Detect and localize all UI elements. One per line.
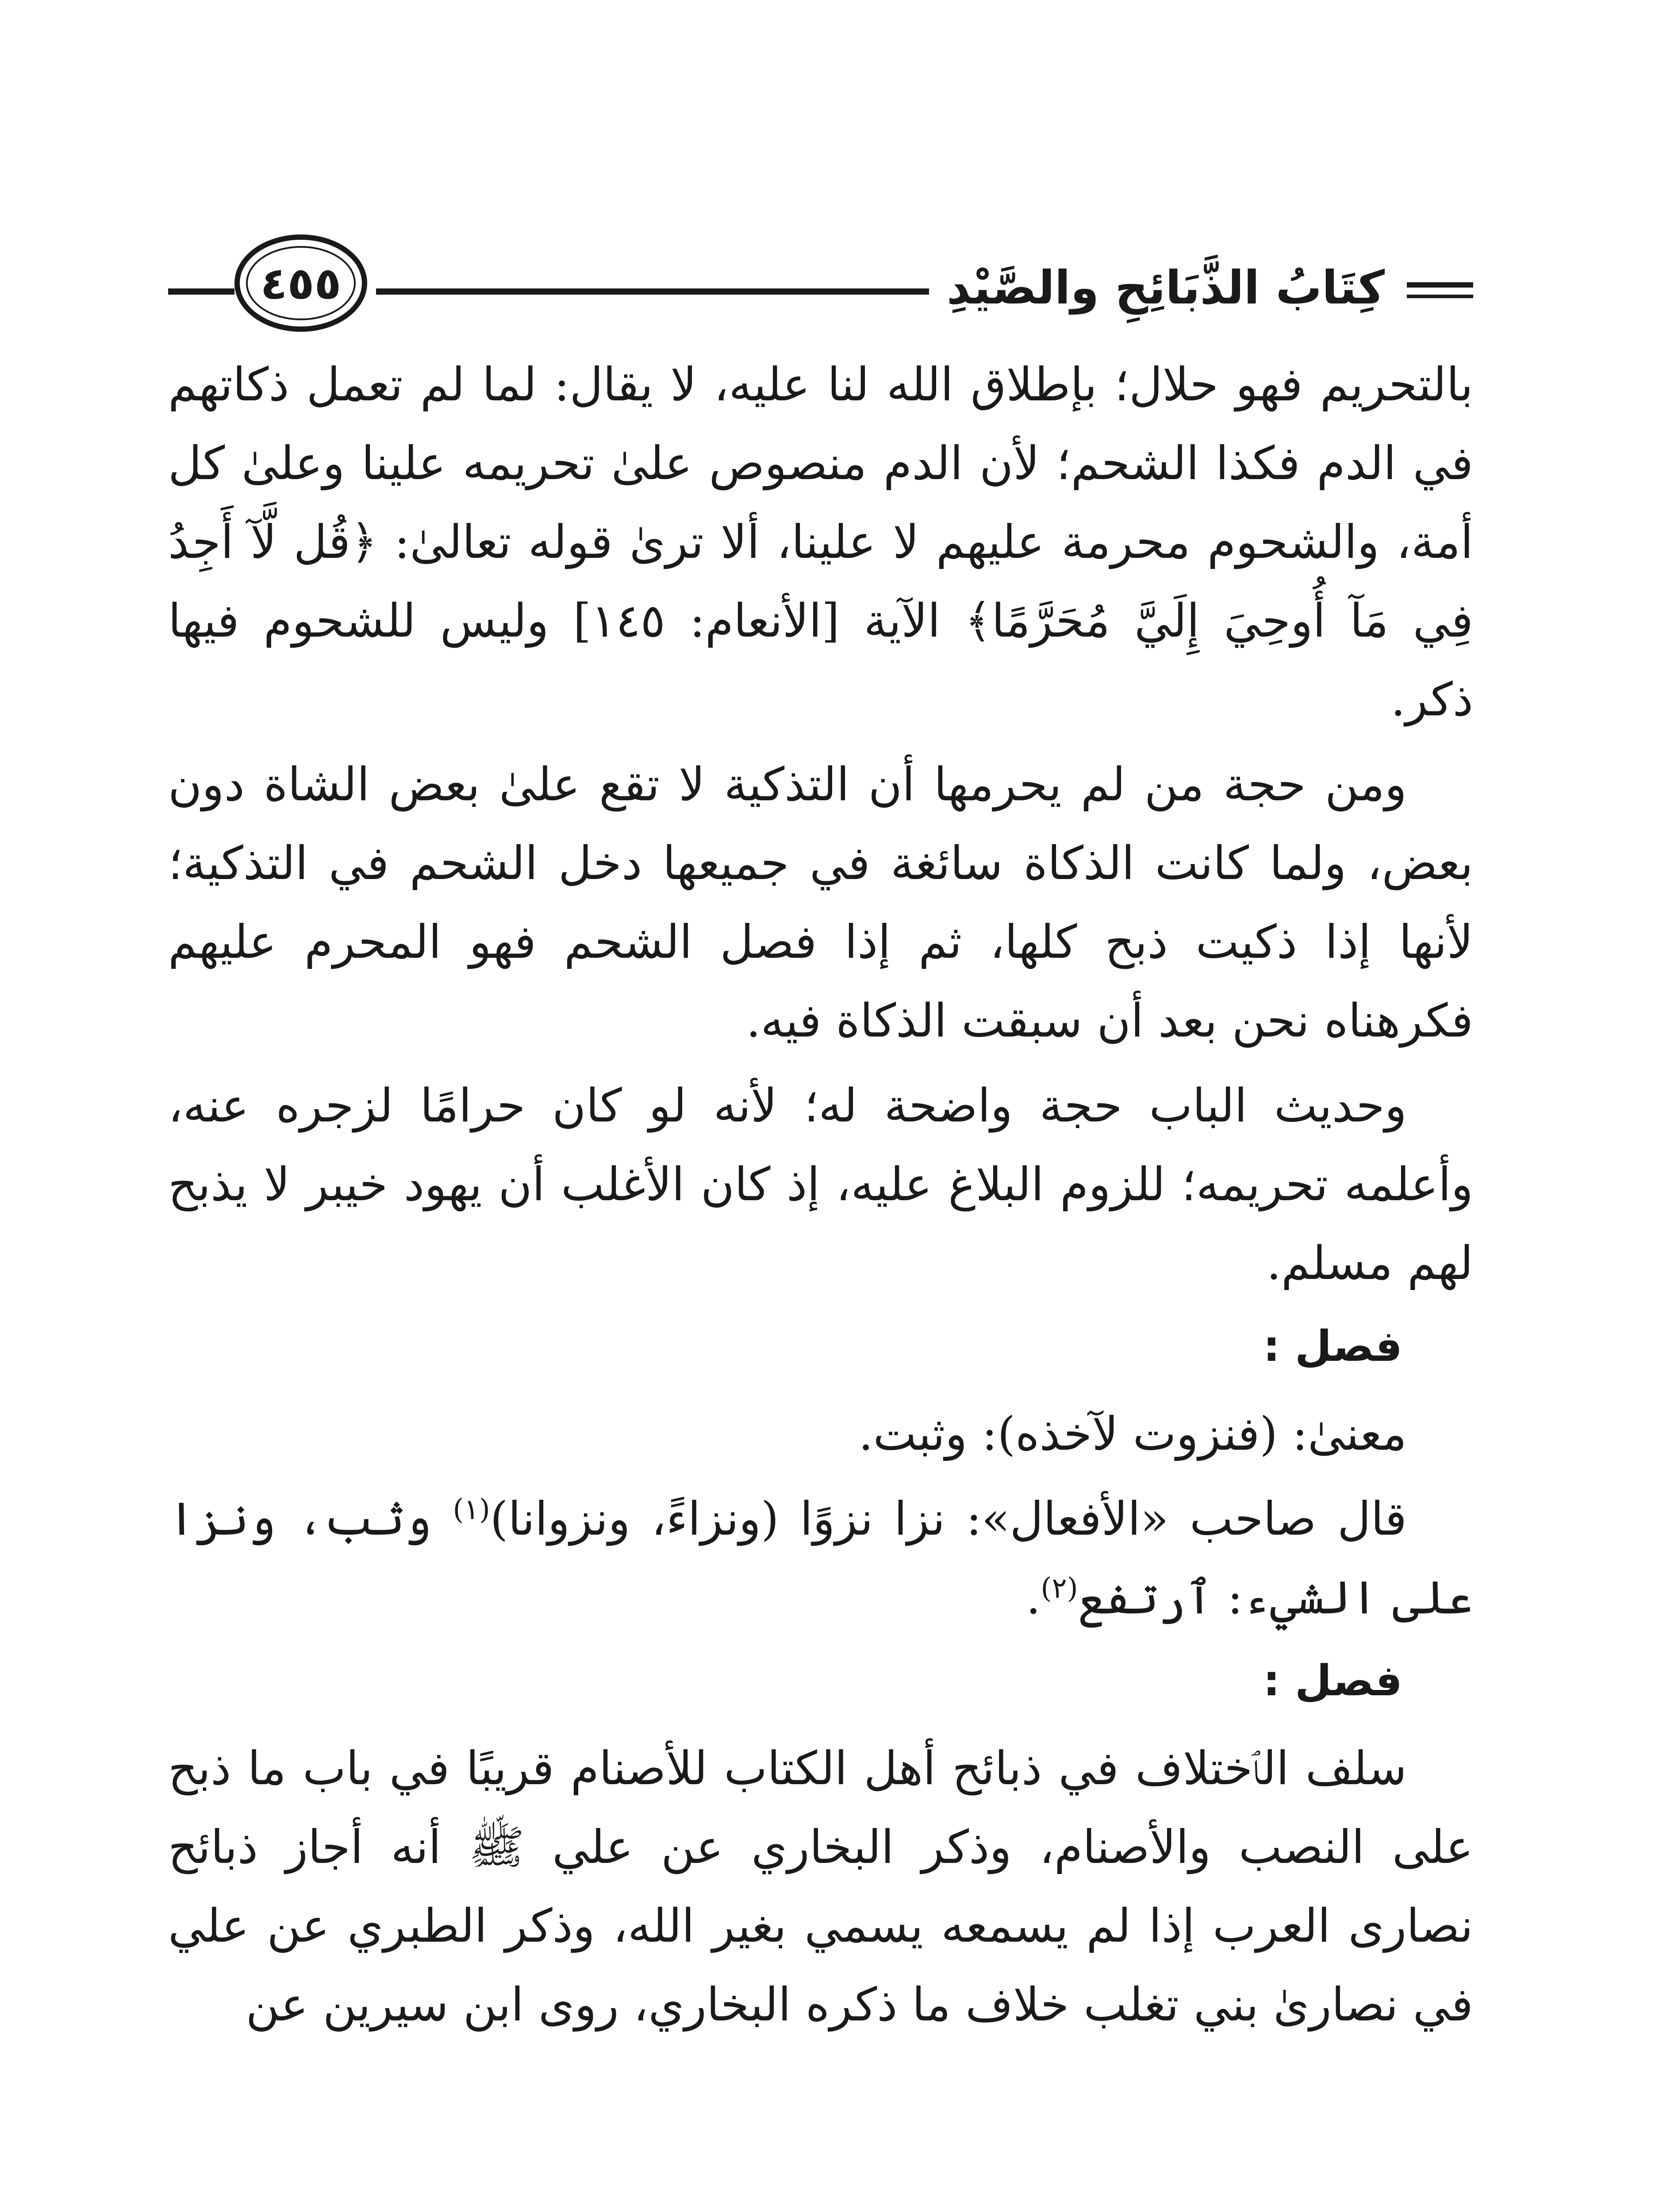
chapter-title: كِتَابُ الذَّبَائِحِ والصَّيْدِ [946,261,1385,315]
paragraph-text: قال صاحب «الأفعال»: نزا نزوًا (ونزاءً، ونزوانا) [490,1492,1407,1546]
page-number: ٤٥٥ [260,257,342,309]
paragraph: معنىٰ: (فنزوت لآخذه): وثبت. [858,1407,1407,1461]
paragraph: ومن حجة من لم يحرمها أن التذكية لا تقع علىٰ بعض الشاة دون بعض، ولما كانت الذكاة سائغة في جميعها دخل الشحم في التذكية؛ لأنها إذا ذكيت ذبح كلها، ثم إذا فصل الشحم فهو المحرم عليهم فكرهناه نحن بعد أن سبقت الذكاة فيه. [168,757,1473,1048]
header-rule [1407,282,1473,288]
page-number-badge [234,234,367,332]
paragraph: وحديث الباب حجة واضحة له؛ لأنه لو كان حرامًا لزجره عنه، وأعلمه تحريمه؛ للزوم البلاغ عليه، إذ كان الأغلب أن يهود خيبر لا يذبح لهم مسلم. [168,1079,1473,1290]
header-rule [376,288,929,295]
header-rule [1407,295,1473,298]
paragraph: سلف الٱختلاف في ذبائح أهل الكتاب للأصنام قريبًا في باب ما ذبح على النصب والأصنام، وذكر البخاري عن علي ﷺ أنه أجاز ذبائح نصارى العرب إذا لم يسمعه يسمي بغير الله، وذكر الطبري عن علي في نصارىٰ بني تغلب خلاف ما ذكره البخاري، روى ابن سيرين عن [168,1741,1474,2032]
header-rule [168,288,234,295]
main-text [168,345,1473,2050]
section-heading: فصل : [1263,1321,1402,1371]
paragraph-text: . [1026,1571,1041,1624]
page-header [168,230,1473,336]
paragraph [168,1479,1473,1637]
footnote-marker[interactable]: (١) [453,1493,490,1526]
footnote-marker[interactable]: (٢) [1041,1572,1078,1605]
paragraph-text: وثب، ونزا على الشيء: ٱرتفع [168,1492,1473,1624]
section-heading: فصل : [1263,1656,1402,1705]
paragraph: بالتحريم فهو حلال؛ بإطلاق الله لنا عليه، لا يقال: لما لم تعمل ذكاتهم في الدم فكذا الشحم؛ لأن الدم منصوص علىٰ تحريمه علينا وعلىٰ كل أمة، والشحوم محرمة عليهم لا علينا، ألا ترىٰ قوله تعالىٰ: ﴿قُل لَّآ أَجِدُ فِي مَآ أُوحِيَ إِلَيَّ مُحَرَّمًا﴾ الآية [الأنعام: ١٤٥] وليس للشحوم فيها ذكر. [168,357,1474,726]
